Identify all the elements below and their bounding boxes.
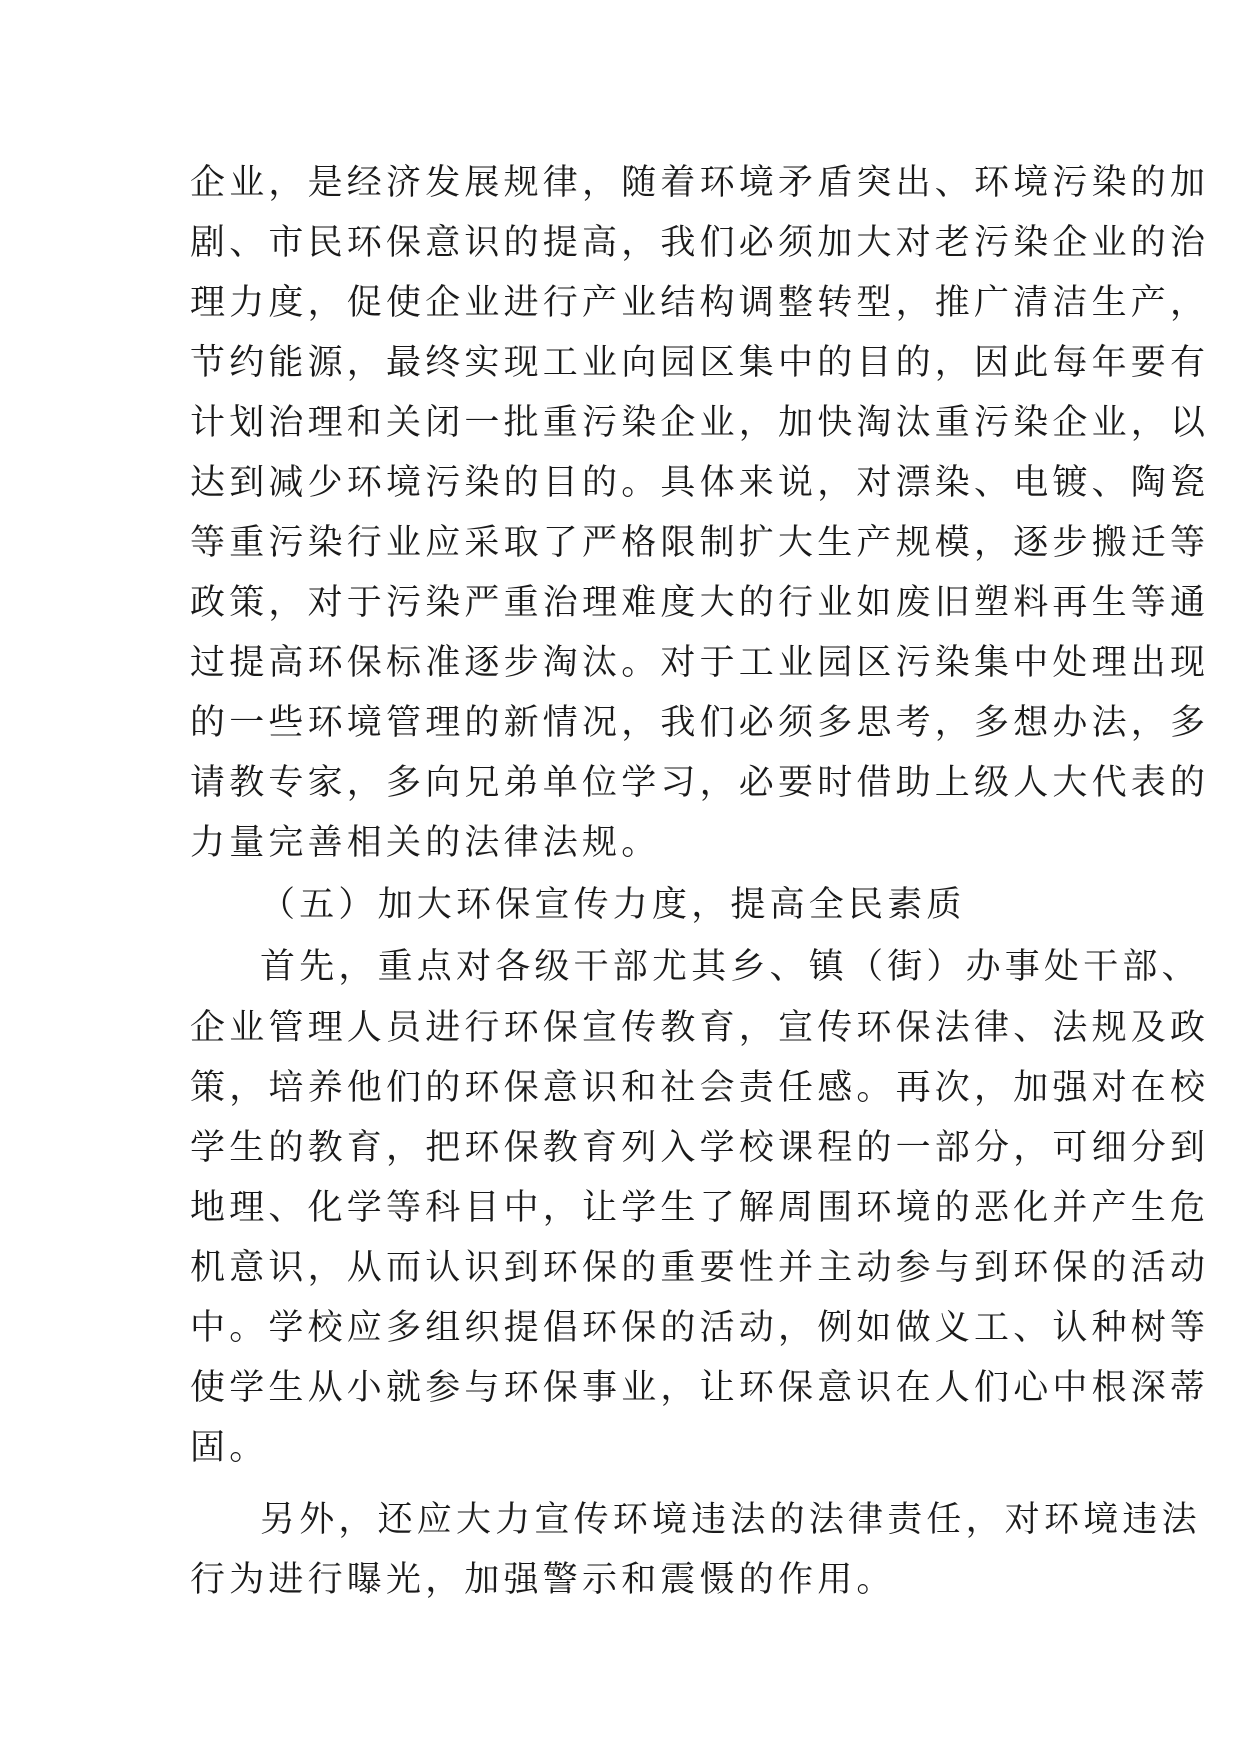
paragraph-line: 行为进行曝光，加强警示和震慑的作用。 bbox=[190, 1560, 896, 1600]
paragraph-line: 另外，还应大力宣传环境违法的法律责任，对环境违法 bbox=[260, 1500, 1201, 1540]
paragraph-line: 节约能源，最终实现工业向园区集中的目的，因此每年要有 bbox=[190, 343, 1210, 383]
paragraph-line: 计划治理和关闭一批重污染企业，加快淘汰重污染企业，以 bbox=[190, 403, 1210, 443]
paragraph-line: 等重污染行业应采取了严格限制扩大生产规模，逐步搬迁等 bbox=[190, 523, 1210, 563]
paragraph-line: 地理、化学等科目中，让学生了解周围环境的恶化并产生危 bbox=[190, 1188, 1210, 1228]
paragraph-line: 政策，对于污染严重治理难度大的行业如废旧塑料再生等通 bbox=[190, 583, 1210, 623]
paragraph-line: 企业，是经济发展规律，随着环境矛盾突出、环境污染的加 bbox=[190, 163, 1210, 203]
section-heading: （五）加大环保宣传力度，提高全民素质 bbox=[260, 885, 966, 925]
paragraph-line: 首先，重点对各级干部尤其乡、镇（街）办事处干部、 bbox=[260, 947, 1201, 987]
paragraph-line: 剧、市民环保意识的提高，我们必须加大对老污染企业的治 bbox=[190, 223, 1210, 263]
paragraph-line: 的一些环境管理的新情况，我们必须多思考，多想办法，多 bbox=[190, 703, 1210, 743]
paragraph-line: 理力度，促使企业进行产业结构调整转型，推广清洁生产， bbox=[190, 283, 1210, 323]
paragraph-line: 策，培养他们的环保意识和社会责任感。再次，加强对在校 bbox=[190, 1068, 1210, 1108]
paragraph-line: 力量完善相关的法律法规。 bbox=[190, 823, 661, 863]
paragraph-line: 固。 bbox=[190, 1428, 269, 1468]
paragraph-line: 达到减少环境污染的目的。具体来说，对漂染、电镀、陶瓷 bbox=[190, 463, 1210, 503]
paragraph-line: 学生的教育，把环保教育列入学校课程的一部分，可细分到 bbox=[190, 1128, 1210, 1168]
paragraph-line: 机意识，从而认识到环保的重要性并主动参与到环保的活动 bbox=[190, 1248, 1210, 1288]
paragraph-line: 中。学校应多组织提倡环保的活动，例如做义工、认种树等 bbox=[190, 1308, 1210, 1348]
paragraph-line: 使学生从小就参与环保事业，让环保意识在人们心中根深蒂 bbox=[190, 1368, 1210, 1408]
paragraph-line: 请教专家，多向兄弟单位学习，必要时借助上级人大代表的 bbox=[190, 763, 1210, 803]
paragraph-line: 企业管理人员进行环保宣传教育，宣传环保法律、法规及政 bbox=[190, 1008, 1210, 1048]
paragraph-line: 过提高环保标准逐步淘汰。对于工业园区污染集中处理出现 bbox=[190, 643, 1210, 683]
